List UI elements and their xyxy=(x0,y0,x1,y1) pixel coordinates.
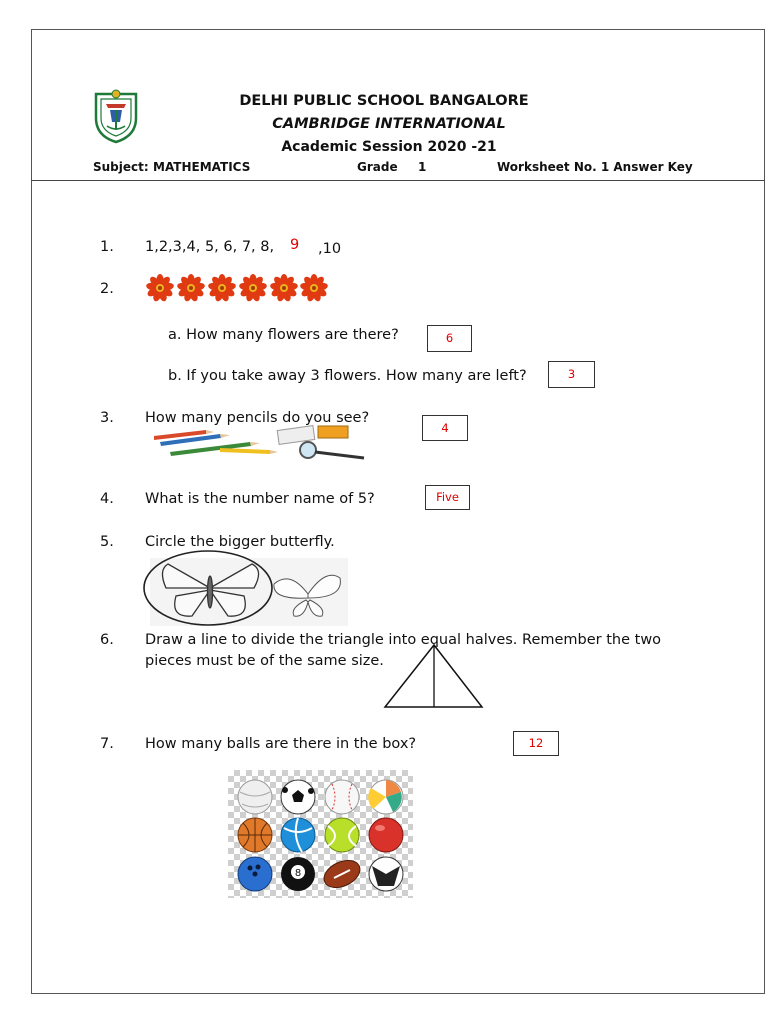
q7-text: How many balls are there in the box? xyxy=(145,736,417,752)
ball-eight xyxy=(281,857,315,891)
ball-volleyball-white xyxy=(238,780,272,814)
q2a-text: a. How many flowers are there? xyxy=(168,327,399,343)
sharpener xyxy=(318,426,348,438)
q3-answer-box: 4 xyxy=(422,415,468,441)
ball-tennis xyxy=(325,818,359,852)
magnifier-handle xyxy=(315,452,364,458)
triangle-diagram xyxy=(382,642,486,710)
q2-number: 2. xyxy=(100,281,114,297)
ball-basketball xyxy=(238,818,272,852)
ball-bowling xyxy=(238,857,272,891)
q4-number: 4. xyxy=(100,491,114,507)
q6-line1: Draw a line to divide the triangle into equal halves. Remember the two xyxy=(145,632,662,648)
q1-number: 1. xyxy=(100,239,114,255)
q7-answer-box: 12 xyxy=(513,731,559,756)
worksheet-title: Worksheet No. 1 Answer Key xyxy=(497,160,693,174)
q1-answer: 9 xyxy=(290,237,300,253)
board-name: CAMBRIDGE INTERNATIONAL xyxy=(272,116,506,132)
ball-baseball xyxy=(325,780,359,814)
flower-5 xyxy=(270,274,299,302)
q5-text: Circle the bigger butterfly. xyxy=(145,534,335,550)
pencil-4 xyxy=(220,448,278,454)
ball-football xyxy=(320,855,365,893)
q2b-answer-box: 3 xyxy=(548,361,595,388)
header-divider xyxy=(31,180,765,181)
grade-label: Grade xyxy=(357,160,398,174)
pencils-image xyxy=(150,424,370,462)
ball-volleyball-black xyxy=(369,857,403,891)
q3-text: How many pencils do you see? xyxy=(145,410,370,426)
q6-line2: pieces must be of the same size. xyxy=(145,653,384,669)
q4-answer-box: Five xyxy=(425,485,470,510)
ball-soccer xyxy=(281,780,315,814)
q4-text: What is the number name of 5? xyxy=(145,491,375,507)
q2a-answer-box: 6 xyxy=(427,325,472,352)
q6-number: 6. xyxy=(100,632,114,648)
flower-2 xyxy=(177,274,206,302)
subject-value: MATHEMATICS xyxy=(153,160,251,174)
ball-beach xyxy=(368,780,403,814)
flower-3 xyxy=(208,274,237,302)
q5-number: 5. xyxy=(100,534,114,550)
balls-image xyxy=(228,770,413,898)
pencil-3 xyxy=(170,442,260,456)
flowers-image xyxy=(144,274,330,302)
flower-4 xyxy=(239,274,268,302)
q2b-text: b. If you take away 3 flowers. How many are left? xyxy=(168,368,527,384)
q7-number: 7. xyxy=(100,736,114,752)
flower-1 xyxy=(146,274,175,302)
q1-tail: ,10 xyxy=(318,241,342,257)
subject-label: Subject: xyxy=(93,160,149,174)
grade-value: 1 xyxy=(418,160,427,174)
butterflies-image xyxy=(140,548,350,628)
flower-6 xyxy=(300,274,329,302)
ball-volleyball-blue xyxy=(281,818,315,852)
ball-red xyxy=(369,818,403,852)
svg-text:8: 8 xyxy=(294,868,302,879)
q1-sequence: 1,2,3,4, 5, 6, 7, 8, xyxy=(145,239,275,255)
school-name: DELHI PUBLIC SCHOOL BANGALORE xyxy=(239,93,529,109)
academic-session: Academic Session 2020 -21 xyxy=(281,139,497,155)
q3-number: 3. xyxy=(100,410,114,426)
magnifier-lens xyxy=(300,442,316,458)
